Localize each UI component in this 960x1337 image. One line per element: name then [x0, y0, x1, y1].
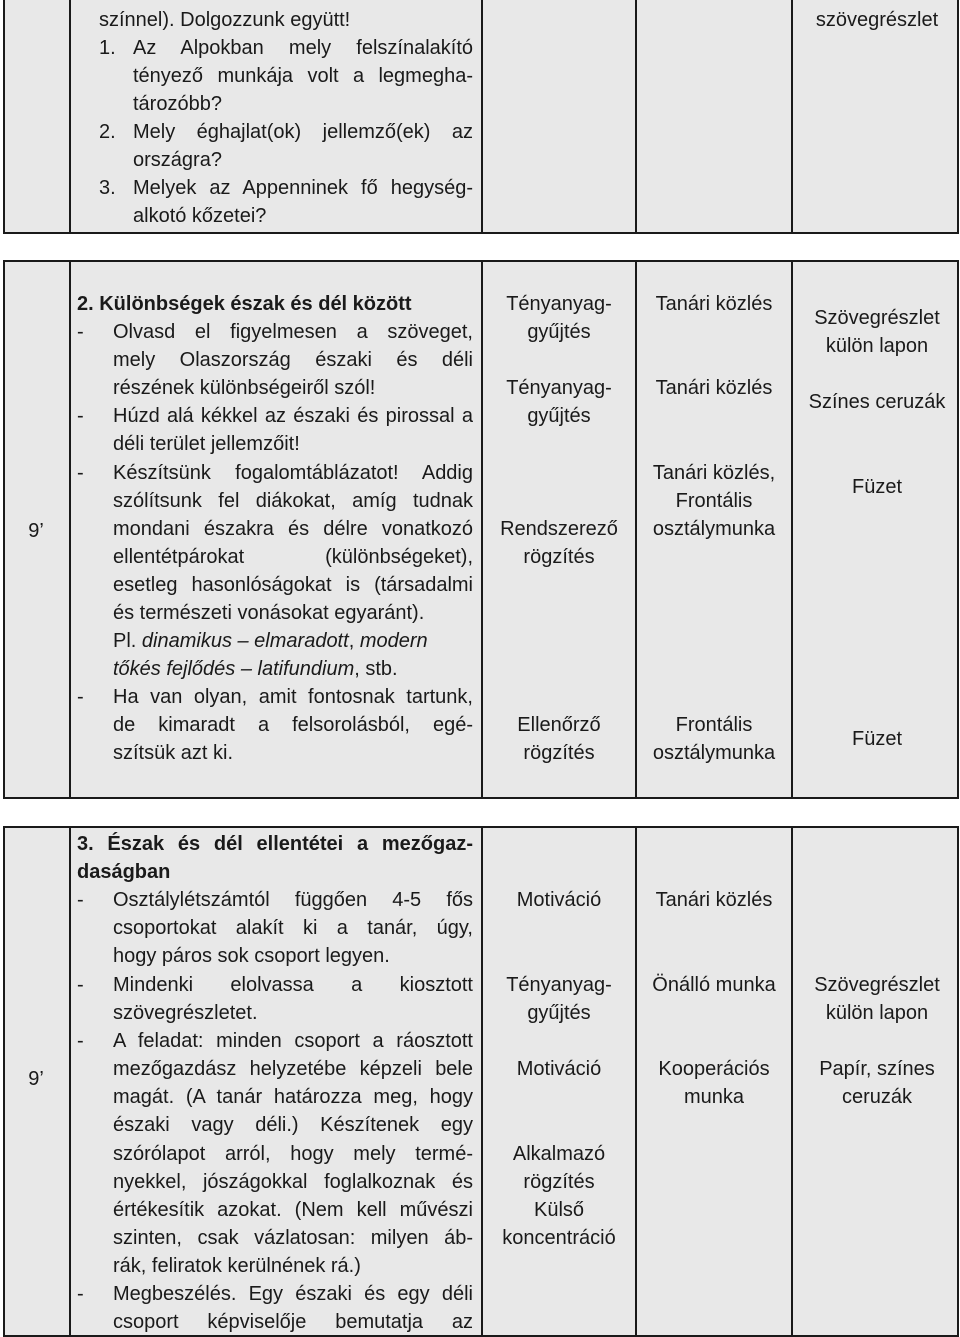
item-line: szítsük azt ki. — [113, 742, 234, 764]
item-line: de kimaradt a felsorolásból, egé- — [113, 714, 473, 736]
example-term: tőkés fejlődés – latifundium — [113, 658, 355, 680]
block3-table — [3, 826, 959, 1337]
form-label: Frontális — [675, 714, 753, 736]
question-line: Mely éghajlat(ok) jellemző(ek) az — [133, 121, 473, 143]
top-row — [5, 0, 957, 232]
section-title: 2. Különbségek észak és dél között — [77, 293, 412, 315]
item-line: értékesítik azokat. (Nem kell művészi — [113, 1199, 473, 1221]
method-cell — [481, 262, 635, 797]
form-label: Önálló munka — [652, 974, 776, 996]
time-cell — [5, 262, 69, 797]
top-table — [3, 0, 959, 234]
item-line: Húzd alá kékkel az északi és pirossal a — [113, 405, 473, 427]
item-line: magát. (A tanár határozza meg, hogy — [113, 1086, 473, 1108]
form-cell — [635, 828, 791, 1335]
form-label: Tanári közlés, — [652, 462, 776, 484]
method-cell — [481, 828, 635, 1335]
dash: - — [77, 1283, 84, 1305]
tool-label: külön lapon — [825, 1002, 929, 1024]
dash: - — [77, 405, 84, 427]
form-label: Frontális — [675, 490, 753, 512]
item-line: és természeti vonásokat egyaránt). — [113, 602, 425, 624]
item-line: A feladat: minden csoport a ráosztott — [113, 1030, 473, 1052]
item-line: Ha van olyan, amit fontosnak tartunk, — [113, 686, 473, 708]
tool-label: Szövegrészlet — [814, 307, 940, 329]
time-label: 9’ — [28, 520, 44, 542]
form-label: Tanári közlés — [655, 377, 773, 399]
time-cell — [5, 0, 69, 232]
tools-cell — [791, 0, 960, 232]
item-line: szövegrészletet. — [113, 1002, 258, 1024]
method-cell — [481, 0, 635, 232]
tool-label: külön lapon — [825, 335, 929, 357]
item-line: déli terület jellemzőit! — [113, 433, 300, 455]
dash: - — [77, 974, 84, 996]
item-line: szórólapot arról, hogy mely termé- — [113, 1143, 473, 1165]
item-line: északi vagy déli.) Készítenek egy — [113, 1114, 473, 1136]
example-term: modern — [359, 630, 428, 652]
tool-label: Füzet — [851, 728, 903, 750]
item-line: csoportokat alakít ki a tanár, úgy, — [113, 917, 473, 939]
example-term: dinamikus – elmaradott — [141, 630, 349, 652]
activity-cell — [69, 262, 481, 797]
dash: - — [77, 686, 84, 708]
form-cell — [635, 0, 791, 232]
tool-label: szövegrészlet — [815, 9, 939, 31]
example-prefix: Pl. — [113, 630, 142, 652]
activity-cell — [69, 828, 481, 1335]
item-line: csoport képviselője bemutatja az — [113, 1311, 473, 1333]
tool-label: Papír, színes — [819, 1058, 935, 1080]
method-label: Alkalmazó — [512, 1143, 606, 1165]
question-num: 1. — [99, 37, 116, 59]
item-line: Készítsünk fogalomtáblázatot! Addig — [113, 462, 473, 484]
method-label: rögzítés — [523, 1171, 595, 1193]
item-line: esetleg hasonlóságokat is (társadalmi — [113, 574, 473, 596]
activity-cell — [69, 0, 481, 232]
method-label: Ellenőrző — [517, 714, 601, 736]
item-line: mondani északra és délre vonatkozó — [113, 518, 473, 540]
item-line: részének különbségeiről szól! — [113, 377, 376, 399]
form-label: osztálymunka — [652, 518, 776, 540]
method-label: rögzítés — [523, 546, 595, 568]
question-line: Melyek az Appenninek fő hegység- — [133, 177, 473, 199]
tools-cell — [791, 262, 960, 797]
block2-row — [5, 262, 957, 797]
item-line: szólítsunk fel diákokat, amíg tudnak — [113, 490, 473, 512]
section-title: daságban — [77, 861, 171, 883]
example-line — [113, 655, 398, 683]
item-line: Olvasd el figyelmesen a szöveget, — [113, 321, 473, 343]
example-sep: , stb. — [354, 658, 398, 680]
method-label: Motiváció — [516, 889, 602, 911]
question-line: Az Alpokban mely felszínalakító — [133, 37, 473, 59]
block3-row — [5, 828, 957, 1335]
item-line: ellentétpárokat (különbségeket), — [113, 546, 473, 568]
method-label: rögzítés — [523, 742, 595, 764]
item-line: nyekkel, jószágokkal foglalkoznak és — [113, 1171, 473, 1193]
question-line: országra? — [133, 149, 222, 171]
method-label: Tényanyag- — [506, 377, 612, 399]
form-label: Tanári közlés — [655, 293, 773, 315]
item-line: szinten, csak vázlatosan: milyen áb- — [113, 1227, 473, 1249]
item-line: mely Olaszország északi és déli — [113, 349, 473, 371]
question-num: 2. — [99, 121, 116, 143]
dash: - — [77, 321, 84, 343]
dash: - — [77, 889, 84, 911]
item-line: Mindenki elolvassa a kiosztott — [113, 974, 473, 996]
form-label: Tanári közlés — [655, 889, 773, 911]
section-title: 3. Észak és dél ellentétei a mezőgaz- — [77, 833, 473, 855]
item-line: mezőgazdász helyzetébe képzeli bele — [113, 1058, 473, 1080]
method-label: gyűjtés — [527, 321, 591, 343]
form-label: Kooperációs — [658, 1058, 770, 1080]
method-label: gyűjtés — [527, 405, 591, 427]
block2-table — [3, 260, 959, 799]
question-line: alkotó kőzetei? — [133, 205, 267, 227]
method-label: Motiváció — [516, 1058, 602, 1080]
tool-label: ceruzák — [841, 1086, 913, 1108]
method-label: koncentráció — [502, 1227, 616, 1249]
time-cell — [5, 828, 69, 1335]
intro-line: színnel). Dolgozzunk együtt! — [99, 9, 351, 31]
method-label: Tényanyag- — [506, 974, 612, 996]
item-line: rák, feliratok kerülnének rá.) — [113, 1255, 361, 1277]
dash: - — [77, 462, 84, 484]
method-label: gyűjtés — [527, 1002, 591, 1024]
question-line: tényező munkája volt a legmegha- — [133, 65, 473, 87]
tool-label: Szövegrészlet — [814, 974, 940, 996]
example-sep: , — [348, 630, 360, 652]
item-line: Osztálylétszámtól függően 4-5 fős — [113, 889, 473, 911]
tool-label: Színes ceruzák — [808, 391, 946, 413]
dash: - — [77, 1030, 84, 1052]
tool-label: Füzet — [851, 476, 903, 498]
method-label: Rendszerező — [500, 518, 618, 540]
question-num: 3. — [99, 177, 116, 199]
form-label: osztálymunka — [652, 742, 776, 764]
time-label: 9’ — [28, 1068, 44, 1090]
method-label: Külső — [533, 1199, 585, 1221]
tools-cell — [791, 828, 960, 1335]
example-line — [113, 627, 428, 655]
item-line: hogy páros sok csoport legyen. — [113, 945, 390, 967]
item-line: Megbeszélés. Egy északi és egy déli — [113, 1283, 473, 1305]
method-label: Tényanyag- — [506, 293, 612, 315]
form-cell — [635, 262, 791, 797]
question-line: tározóbb? — [133, 93, 222, 115]
form-label: munka — [683, 1086, 745, 1108]
